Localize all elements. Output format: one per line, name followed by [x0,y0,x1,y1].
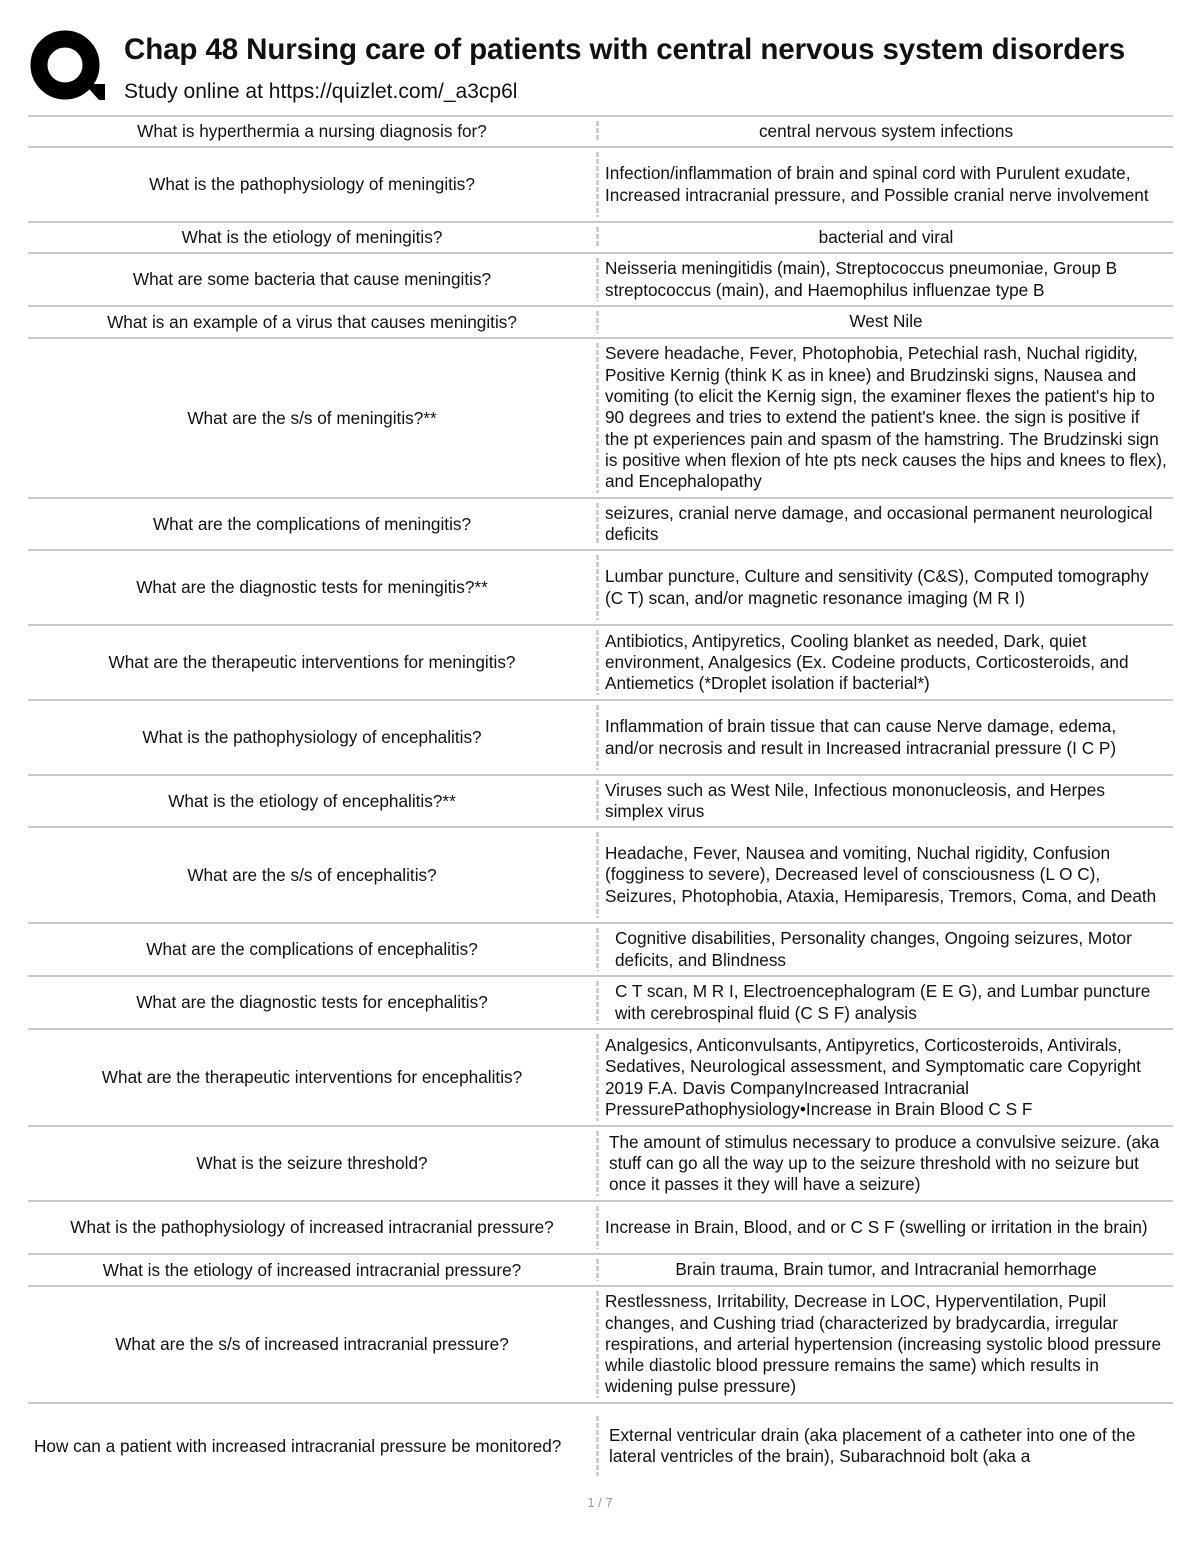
flashcard-row [28,699,1173,774]
flashcard-row [28,774,1173,826]
flashcard-row [28,337,1173,497]
card-definition: Analgesics, Anticonvulsants, Antipyretics, Corticosteroids, Antivirals, Sedatives, Neurological assessment, and Symptomatic care Copyright 2019 F.A. Davis CompanyIncreased Intracranial PressurePathophysiology•Increase in Brain Blood C S F [605,1034,1141,1119]
card-term: What is the etiology of encephalitis?** [168,790,456,811]
card-definition: C T scan, M R I, Electroencephalogram (E E G), and Lumbar puncture with cerebrospinal fluid (C S F) analysis [615,981,1151,1023]
page-title: Chap 48 Nursing care of patients with central nervous system disorders [124,33,1126,66]
card-definition: West Nile [849,311,923,332]
flashcard-row [28,549,1173,624]
card-term: What are some bacteria that cause meningitis? [132,269,492,289]
card-term: What are the complications of meningitis? [152,513,472,534]
card-definition: Increase in Brain, Blood, and or C S F (swelling or irritation in the brain) [605,1216,1148,1237]
card-term: What is the seizure threshold? [196,1153,428,1173]
card-term: What are the s/s of increased intracranial pressure? [115,1334,509,1354]
card-term: What are the s/s of meningitis?** [187,407,437,428]
card-definition: The amount of stimulus necessary to produce a convulsive seizure. (aka stuff can go all the way up to the seizure threshold with no seizure but once it passes it they will have a seizure) [609,1131,1160,1195]
card-definition: Cognitive disabilities, Personality changes, Ongoing seizures, Motor deficits, and Blindness [615,928,1132,970]
flashcard-row [28,1285,1173,1402]
page-number: 1 / 7 [587,1495,613,1510]
card-definition: Headache, Fever, Nausea and vomiting, Nuchal rigidity, Confusion (fogginess to severe), Decreased level of consciousness (L O C), Seizures, Photophobia, Ataxia, Hemiparesis, Tremors, Coma, and Death [605,843,1157,906]
study-url-link[interactable]: https://quizlet.com/_a3cp6l [268,80,518,103]
card-term: What is the pathophysiology of meningitis? [149,174,475,194]
flashcard-row [28,1200,1173,1253]
card-term: What is the pathophysiology of encephalitis? [142,727,482,747]
page-header [0,0,1200,112]
flashcard-row [28,1028,1173,1125]
quizlet-logo-icon [29,28,105,104]
card-term: What are the diagnostic tests for meningitis?** [136,577,488,597]
flashcard-row [28,497,1173,549]
card-definition: bacterial and viral [818,226,954,247]
page-subtitle [124,80,517,104]
card-definition: Viruses such as West Nile, Infectious mononucleosis, and Herpes simplex virus [605,779,1105,821]
flashcard-row [28,146,1173,221]
card-definition: Infection/inflammation of brain and spinal cord with Purulent exudate, Increased intracranial pressure, and Possible cranial nerve involvement [605,163,1149,205]
flashcard-row [28,252,1173,305]
card-term: What is the etiology of meningitis? [181,227,443,247]
card-definition: Neisseria meningitidis (main), Streptococcus pneumoniae, Group B streptococcus (main), and Haemophilus influenzae type B [605,258,1118,300]
card-definition: External ventricular drain (aka placement of a catheter into one of the lateral ventricles of the brain), Subarachnoid bolt (aka a [609,1424,1136,1466]
flashcard-row [28,1125,1173,1200]
card-term: What are the s/s of encephalitis? [187,864,437,885]
card-term: What are the therapeutic interventions for meningitis? [108,652,516,672]
flashcard-row [28,221,1173,252]
flashcard-row [28,1402,1173,1480]
flashcard-table [28,115,1173,1480]
card-definition: Antibiotics, Antipyretics, Cooling blanket as needed, Dark, quiet environment, Analgesics (Ex. Codeine products, Corticosteroids, and Antiemetics (*Droplet isolation if bacterial*) [605,630,1129,694]
card-term: What are the complications of encephalitis? [146,939,478,959]
card-term: What are the therapeutic interventions for encephalitis? [101,1067,523,1087]
card-definition: Brain trauma, Brain tumor, and Intracranial hemorrhage [675,1259,1097,1280]
card-definition: seizures, cranial nerve damage, and occasional permanent neurological deficits [605,502,1153,544]
card-term: What is the etiology of increased intracranial pressure? [102,1259,522,1280]
flashcard-row [28,305,1173,337]
card-term: What is the pathophysiology of increased intracranial pressure? [70,1217,554,1237]
card-definition: Restlessness, Irritability, Decrease in LOC, Hyperventilation, Pupil changes, and Cushing triad (characterized by bradycardia, irregular respirations, and arterial hypertension (increasing systolic blood pressure while diastolic blood pressure remains the same) which results in widening pulse pressure) [605,1291,1162,1397]
card-term: How can a patient with increased intracranial pressure be monitored? [34,1435,562,1456]
flashcard-row [28,624,1173,699]
subtitle-prefix: Study online at [124,80,263,103]
flashcard-row [28,826,1173,922]
card-term: What are the diagnostic tests for encephalitis? [136,992,488,1012]
card-definition: Lumbar puncture, Culture and sensitivity (C&S), Computed tomography (C T) scan, and/or magnetic resonance imaging (M R I) [605,566,1149,608]
card-definition: central nervous system infections [758,120,1014,141]
card-term: What is hyperthermia a nursing diagnosis for? [137,121,487,141]
flashcard-row [28,975,1173,1028]
card-definition: Severe headache, Fever, Photophobia, Petechial rash, Nuchal rigidity, Positive Kernig (think K as in knee) and Brudzinski signs, Nausea and vomiting (to elicit the Kernig sign, the examiner flexes the patient's hip to 90 degrees and tries to extend the patient's knee. the sign is positive if the pt experiences pain and spasm of the hamstring. The Brudzinski sign is positive when flexion of hte pts neck causes the hips and knees to flex), and Encephalopathy [605,343,1167,492]
flashcard-row [28,1253,1173,1285]
flashcard-row [28,115,1173,146]
card-definition: Inflammation of brain tissue that can cause Nerve damage, edema, and/or necrosis and result in Increased intracranial pressure (I C P) [605,716,1117,758]
flashcard-row [28,922,1173,975]
card-term: What is an example of a virus that causes meningitis? [107,311,517,332]
